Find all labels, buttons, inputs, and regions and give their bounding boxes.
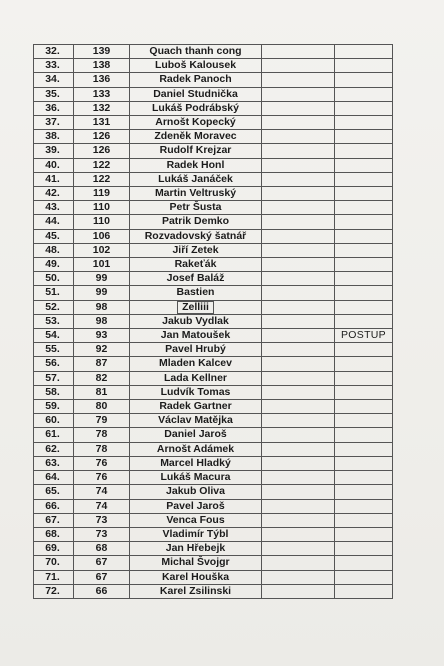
player-name-cell: Rakeťák (130, 258, 262, 272)
rank-cell: 60. (34, 414, 74, 428)
status-cell (335, 116, 393, 130)
table-row (34, 527, 393, 541)
player-name-cell: Jan Matoušek (130, 329, 262, 343)
rank-cell: 63. (34, 456, 74, 470)
points-cell: 81 (74, 385, 130, 399)
table-row (34, 357, 393, 371)
table-row (34, 442, 393, 456)
status-cell (335, 471, 393, 485)
rank-cell: 52. (34, 300, 74, 314)
rank-cell: 40. (34, 158, 74, 172)
blank-cell (262, 45, 335, 59)
points-cell: 139 (74, 45, 130, 59)
table-row (34, 414, 393, 428)
points-cell: 93 (74, 329, 130, 343)
rank-cell: 37. (34, 116, 74, 130)
table-row (34, 584, 393, 598)
table-row (34, 144, 393, 158)
table-row (34, 343, 393, 357)
points-cell: 68 (74, 542, 130, 556)
player-name-cell: Pavel Jaroš (130, 499, 262, 513)
table-row (34, 87, 393, 101)
blank-cell (262, 527, 335, 541)
status-cell (335, 428, 393, 442)
rank-cell: 51. (34, 286, 74, 300)
status-cell (335, 144, 393, 158)
rank-cell: 38. (34, 130, 74, 144)
player-name-cell: Jakub Oliva (130, 485, 262, 499)
rank-cell: 55. (34, 343, 74, 357)
rank-cell: 54. (34, 329, 74, 343)
points-cell: 119 (74, 187, 130, 201)
points-cell: 98 (74, 300, 130, 314)
blank-cell (262, 59, 335, 73)
table-row (34, 428, 393, 442)
player-name-cell: Rudolf Krejzar (130, 144, 262, 158)
table-row (34, 471, 393, 485)
rank-cell: 39. (34, 144, 74, 158)
player-name-cell: Pavel Hrubý (130, 343, 262, 357)
points-cell: 99 (74, 286, 130, 300)
blank-cell (262, 144, 335, 158)
points-cell: 98 (74, 314, 130, 328)
table-row (34, 371, 393, 385)
player-name-cell: Arnošt Kopecký (130, 116, 262, 130)
table-row (34, 172, 393, 186)
table-row (34, 485, 393, 499)
player-name-cell: Quach thanh cong (130, 45, 262, 59)
rank-cell: 35. (34, 87, 74, 101)
points-cell: 136 (74, 73, 130, 87)
status-cell (335, 542, 393, 556)
rank-cell: 64. (34, 471, 74, 485)
rank-cell: 66. (34, 499, 74, 513)
blank-cell (262, 513, 335, 527)
player-name-cell: Jiří Zetek (130, 243, 262, 257)
points-cell: 76 (74, 471, 130, 485)
status-cell (335, 442, 393, 456)
blank-cell (262, 456, 335, 470)
table-row (34, 187, 393, 201)
rank-cell: 49. (34, 258, 74, 272)
rank-cell: 61. (34, 428, 74, 442)
blank-cell (262, 343, 335, 357)
status-cell (335, 485, 393, 499)
rank-cell: 72. (34, 584, 74, 598)
points-cell: 80 (74, 400, 130, 414)
results-table (33, 44, 393, 599)
player-name-cell: Bastien (130, 286, 262, 300)
rank-cell: 65. (34, 485, 74, 499)
blank-cell (262, 229, 335, 243)
blank-cell (262, 329, 335, 343)
points-cell: 79 (74, 414, 130, 428)
points-cell: 126 (74, 144, 130, 158)
rank-cell: 58. (34, 385, 74, 399)
blank-cell (262, 187, 335, 201)
blank-cell (262, 73, 335, 87)
table-row (34, 73, 393, 87)
status-cell: POSTUP (335, 329, 393, 343)
blank-cell (262, 314, 335, 328)
table-row (34, 45, 393, 59)
player-name-boxed: Zelliii (177, 301, 214, 314)
blank-cell (262, 357, 335, 371)
rank-cell: 45. (34, 229, 74, 243)
points-cell: 122 (74, 158, 130, 172)
blank-cell (262, 87, 335, 101)
player-name-cell: Marcel Hladký (130, 456, 262, 470)
status-cell (335, 272, 393, 286)
status-cell (335, 456, 393, 470)
player-name-cell: Vladimír Týbl (130, 527, 262, 541)
points-cell: 67 (74, 570, 130, 584)
blank-cell (262, 556, 335, 570)
rank-cell: 36. (34, 101, 74, 115)
points-cell: 132 (74, 101, 130, 115)
status-cell (335, 527, 393, 541)
status-cell (335, 513, 393, 527)
status-cell (335, 187, 393, 201)
status-cell (335, 286, 393, 300)
points-cell: 133 (74, 87, 130, 101)
blank-cell (262, 130, 335, 144)
blank-cell (262, 172, 335, 186)
blank-cell (262, 499, 335, 513)
table-row (34, 542, 393, 556)
status-cell (335, 584, 393, 598)
player-name-cell: Daniel Studnička (130, 87, 262, 101)
rank-cell: 69. (34, 542, 74, 556)
player-name-cell: Martin Veltruský (130, 187, 262, 201)
rank-cell: 70. (34, 556, 74, 570)
table-row (34, 556, 393, 570)
player-name-cell: Lukáš Janáček (130, 172, 262, 186)
points-cell: 99 (74, 272, 130, 286)
blank-cell (262, 485, 335, 499)
points-cell: 138 (74, 59, 130, 73)
points-cell: 66 (74, 584, 130, 598)
blank-cell (262, 116, 335, 130)
points-cell: 76 (74, 456, 130, 470)
status-cell (335, 130, 393, 144)
player-name-cell: Jakub Vydlak (130, 314, 262, 328)
status-cell (335, 414, 393, 428)
table-row (34, 329, 393, 343)
rank-cell: 62. (34, 442, 74, 456)
points-cell: 87 (74, 357, 130, 371)
blank-cell (262, 414, 335, 428)
table-row (34, 229, 393, 243)
table-row (34, 158, 393, 172)
status-cell (335, 343, 393, 357)
player-name-cell: Jan Hřebejk (130, 542, 262, 556)
rank-cell: 33. (34, 59, 74, 73)
blank-cell (262, 258, 335, 272)
points-cell: 122 (74, 172, 130, 186)
player-name-cell: Daniel Jaroš (130, 428, 262, 442)
blank-cell (262, 570, 335, 584)
rank-cell: 68. (34, 527, 74, 541)
blank-cell (262, 471, 335, 485)
rank-cell: 67. (34, 513, 74, 527)
points-cell: 101 (74, 258, 130, 272)
status-cell (335, 371, 393, 385)
table-row (34, 499, 393, 513)
player-name-cell: Rozvadovský šatnář (130, 229, 262, 243)
player-name-cell: Václav Matějka (130, 414, 262, 428)
points-cell: 78 (74, 442, 130, 456)
status-cell (335, 59, 393, 73)
table-row (34, 456, 393, 470)
points-cell: 126 (74, 130, 130, 144)
table-row (34, 314, 393, 328)
points-cell: 73 (74, 513, 130, 527)
blank-cell (262, 215, 335, 229)
player-name-cell: Arnošt Adámek (130, 442, 262, 456)
player-name-cell: Radek Gartner (130, 400, 262, 414)
table-row (34, 243, 393, 257)
rank-cell: 59. (34, 400, 74, 414)
status-cell (335, 400, 393, 414)
player-name-cell: Karel Zsilinski (130, 584, 262, 598)
blank-cell (262, 286, 335, 300)
status-cell (335, 172, 393, 186)
rank-cell: 57. (34, 371, 74, 385)
status-cell (335, 229, 393, 243)
points-cell: 110 (74, 215, 130, 229)
points-cell: 102 (74, 243, 130, 257)
rank-cell: 50. (34, 272, 74, 286)
player-name-cell: Josef Baláž (130, 272, 262, 286)
player-name-cell: Patrik Demko (130, 215, 262, 229)
points-cell: 106 (74, 229, 130, 243)
blank-cell (262, 300, 335, 314)
status-cell (335, 385, 393, 399)
status-cell (335, 87, 393, 101)
points-cell: 67 (74, 556, 130, 570)
player-name-cell: Petr Šusta (130, 201, 262, 215)
status-cell (335, 314, 393, 328)
rank-cell: 32. (34, 45, 74, 59)
blank-cell (262, 243, 335, 257)
blank-cell (262, 385, 335, 399)
player-name-cell: Karel Houška (130, 570, 262, 584)
player-name-cell: Luboš Kalousek (130, 59, 262, 73)
player-name-cell (130, 300, 262, 314)
table-row (34, 300, 393, 314)
blank-cell (262, 201, 335, 215)
blank-cell (262, 442, 335, 456)
status-cell (335, 215, 393, 229)
blank-cell (262, 542, 335, 556)
rank-cell: 42. (34, 187, 74, 201)
blank-cell (262, 272, 335, 286)
status-cell (335, 73, 393, 87)
status-cell (335, 45, 393, 59)
player-name-cell: Radek Panoch (130, 73, 262, 87)
player-name-cell: Lukáš Macura (130, 471, 262, 485)
points-cell: 110 (74, 201, 130, 215)
status-cell (335, 499, 393, 513)
status-cell (335, 243, 393, 257)
table-row (34, 258, 393, 272)
table-row (34, 513, 393, 527)
table-row (34, 215, 393, 229)
table-row (34, 570, 393, 584)
points-cell: 131 (74, 116, 130, 130)
rank-cell: 56. (34, 357, 74, 371)
blank-cell (262, 101, 335, 115)
rank-cell: 43. (34, 201, 74, 215)
player-name-cell: Mladen Kalcev (130, 357, 262, 371)
points-cell: 73 (74, 527, 130, 541)
status-cell (335, 158, 393, 172)
table-row (34, 272, 393, 286)
blank-cell (262, 371, 335, 385)
table-row (34, 101, 393, 115)
table-row (34, 59, 393, 73)
table-row (34, 400, 393, 414)
points-cell: 78 (74, 428, 130, 442)
blank-cell (262, 158, 335, 172)
points-cell: 74 (74, 485, 130, 499)
table-row (34, 286, 393, 300)
status-cell (335, 357, 393, 371)
player-name-cell: Zdeněk Moravec (130, 130, 262, 144)
status-cell (335, 300, 393, 314)
rank-cell: 41. (34, 172, 74, 186)
blank-cell (262, 584, 335, 598)
blank-cell (262, 428, 335, 442)
points-cell: 82 (74, 371, 130, 385)
rank-cell: 48. (34, 243, 74, 257)
results-table-body (34, 45, 393, 599)
table-row (34, 130, 393, 144)
points-cell: 92 (74, 343, 130, 357)
rank-cell: 53. (34, 314, 74, 328)
player-name-cell: Lukáš Podrábský (130, 101, 262, 115)
player-name-cell: Venca Fous (130, 513, 262, 527)
player-name-cell: Radek Honl (130, 158, 262, 172)
points-cell: 74 (74, 499, 130, 513)
status-cell (335, 570, 393, 584)
rank-cell: 34. (34, 73, 74, 87)
player-name-cell: Ludvík Tomas (130, 385, 262, 399)
blank-cell (262, 400, 335, 414)
table-row (34, 116, 393, 130)
player-name-cell: Lada Kellner (130, 371, 262, 385)
rank-cell: 44. (34, 215, 74, 229)
status-cell (335, 258, 393, 272)
table-row (34, 201, 393, 215)
status-cell (335, 101, 393, 115)
status-cell (335, 201, 393, 215)
player-name-cell: Michal Švojgr (130, 556, 262, 570)
rank-cell: 71. (34, 570, 74, 584)
table-row (34, 385, 393, 399)
status-cell (335, 556, 393, 570)
